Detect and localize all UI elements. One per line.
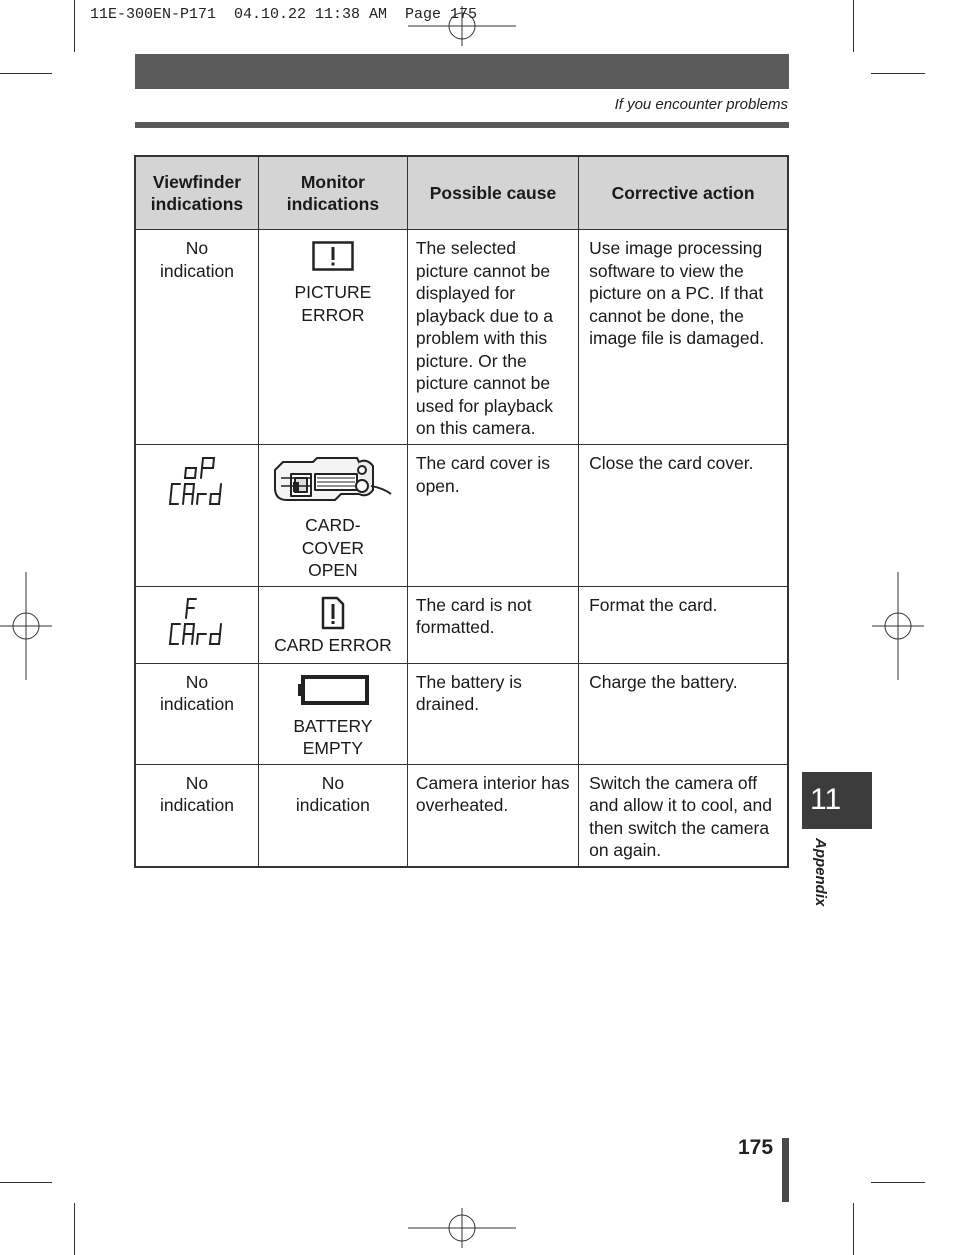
lcd-f-card-icon bbox=[166, 596, 228, 646]
header-rule bbox=[135, 122, 789, 128]
viewfinder-text: No indication bbox=[160, 671, 234, 714]
monitor-text: No indication bbox=[295, 772, 370, 815]
table-header-row bbox=[135, 156, 788, 230]
action-cell: Switch the camera off and allow it to cool, and then switch the camera on again. bbox=[579, 764, 788, 867]
action-cell: Charge the battery. bbox=[579, 663, 788, 764]
monitor-cell bbox=[258, 663, 407, 764]
crop-mark bbox=[0, 1182, 52, 1183]
action-cell: Format the card. bbox=[579, 586, 788, 663]
registration-mark-icon bbox=[872, 572, 924, 680]
chapter-label: Appendix bbox=[812, 838, 829, 907]
chapter-number: 11 bbox=[810, 783, 842, 816]
viewfinder-cell bbox=[135, 586, 258, 663]
action-cell: Use image processing software to view the picture on a PC. If that cannot be done, the image file is damaged. bbox=[579, 230, 788, 445]
section-subtitle: If you encounter problems bbox=[614, 96, 788, 113]
monitor-text: BATTERY EMPTY bbox=[293, 715, 373, 758]
monitor-cell bbox=[258, 586, 407, 663]
action-cell: Close the card cover. bbox=[579, 445, 788, 587]
cause-cell: The card is not formatted. bbox=[407, 586, 578, 663]
crop-mark bbox=[871, 1182, 925, 1183]
column-header-monitor: Monitor indications bbox=[258, 156, 407, 230]
viewfinder-cell bbox=[135, 663, 258, 764]
viewfinder-cell bbox=[135, 445, 258, 587]
table-row bbox=[135, 586, 788, 663]
troubleshooting-table bbox=[134, 155, 789, 868]
crop-mark bbox=[871, 73, 925, 74]
table-row bbox=[135, 663, 788, 764]
card-cover-open-icon bbox=[271, 456, 395, 508]
cause-cell: The selected picture cannot be displayed for playback due to a problem with this picture. Or the picture cannot be used for playback on this camera. bbox=[407, 230, 578, 445]
monitor-cell bbox=[258, 230, 407, 445]
registration-mark-icon bbox=[408, 1208, 516, 1248]
chapter-tab bbox=[802, 772, 872, 829]
monitor-text: CARD-COVER OPEN bbox=[301, 515, 364, 580]
viewfinder-cell bbox=[135, 764, 258, 867]
cause-cell: The battery is drained. bbox=[407, 663, 578, 764]
page-number: 175 bbox=[738, 1136, 774, 1159]
column-header-viewfinder: Viewfinder indications bbox=[135, 156, 258, 230]
monitor-text: PICTURE ERROR bbox=[294, 282, 372, 325]
registration-mark-icon bbox=[408, 6, 516, 46]
table-row bbox=[135, 445, 788, 587]
column-header-action: Corrective action bbox=[579, 156, 788, 230]
column-header-cause: Possible cause bbox=[407, 156, 578, 230]
print-slug: 11E-300EN-P171 04.10.22 11:38 AM Page 175 bbox=[90, 6, 478, 23]
battery-empty-icon bbox=[296, 675, 370, 705]
table-row bbox=[135, 230, 788, 445]
monitor-cell bbox=[258, 764, 407, 867]
table-row bbox=[135, 764, 788, 867]
monitor-cell bbox=[258, 445, 407, 587]
page-number-bar bbox=[782, 1138, 789, 1202]
viewfinder-cell bbox=[135, 230, 258, 445]
monitor-text: CARD ERROR bbox=[274, 634, 392, 655]
cause-cell: Camera interior has overheated. bbox=[407, 764, 578, 867]
crop-mark bbox=[0, 73, 52, 74]
crop-mark bbox=[853, 1203, 854, 1255]
cause-cell: The card cover is open. bbox=[407, 445, 578, 587]
registration-mark-icon bbox=[0, 572, 52, 680]
card-error-icon bbox=[321, 596, 345, 630]
viewfinder-text: No indication bbox=[160, 772, 234, 815]
exclamation-box-icon bbox=[312, 241, 354, 271]
crop-mark bbox=[74, 1203, 75, 1255]
lcd-op-card-icon bbox=[166, 454, 228, 506]
crop-mark bbox=[853, 0, 854, 52]
header-bar bbox=[135, 54, 789, 89]
crop-mark bbox=[74, 0, 75, 52]
viewfinder-text: No indication bbox=[160, 238, 234, 281]
